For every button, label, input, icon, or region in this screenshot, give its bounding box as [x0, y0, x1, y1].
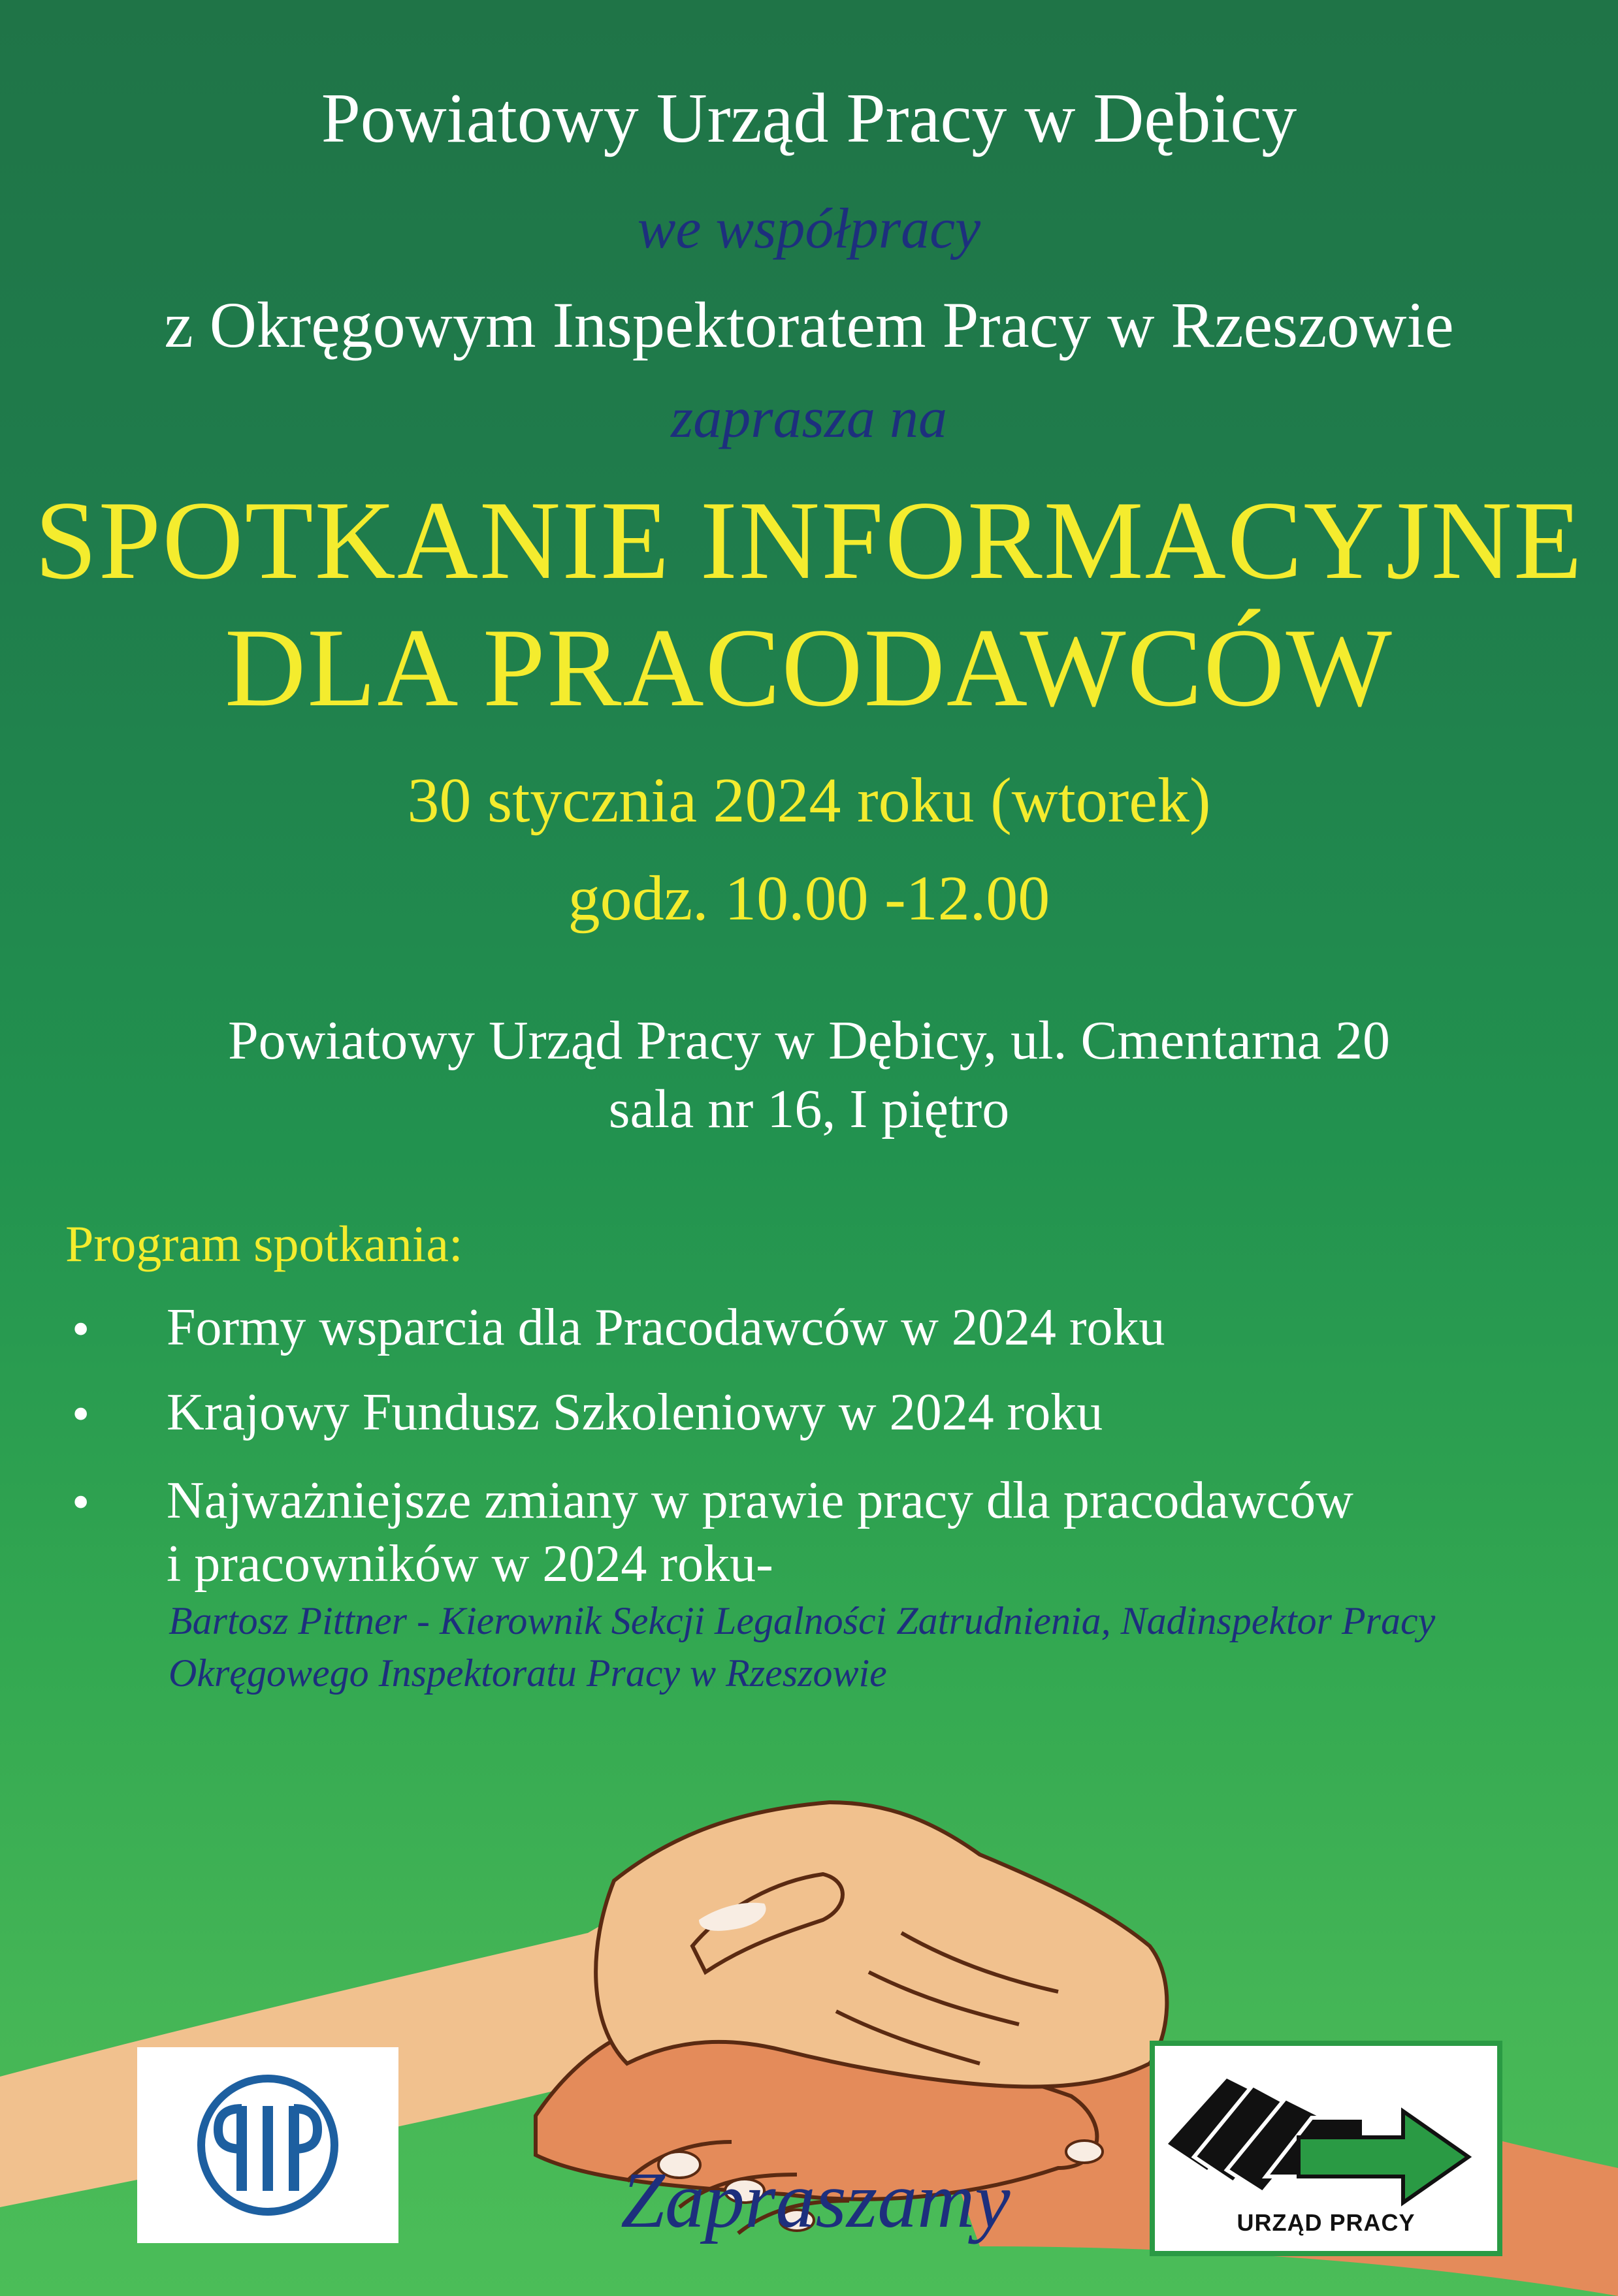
event-place-line2: sala nr 16, I piętro [608, 1079, 1010, 1140]
cooperation-text: we współpracy [637, 197, 981, 261]
program-item-continuation: i pracowników w 2024 roku- [167, 1535, 773, 1593]
event-date: 30 stycznia 2024 roku (wtorek) [407, 765, 1211, 836]
event-place-line1: Powiatowy Urząd Pracy w Dębicy, ul. Cmentarna 20 [227, 1010, 1391, 1071]
bullet-icon: • [72, 1473, 90, 1530]
event-hours: godz. 10.00 -12.00 [568, 863, 1050, 934]
closing-text: Zapraszamy [621, 2156, 1011, 2244]
organizer-heading: Powiatowy Urząd Pracy w Dębicy [321, 80, 1297, 157]
invite-text: zaprasza na [671, 387, 947, 450]
bullet-icon: • [72, 1300, 90, 1357]
program-heading: Program spotkania: [65, 1215, 463, 1272]
program-item: Formy wsparcia dla Pracodawców w 2024 roku [167, 1299, 1165, 1356]
speaker-line1: Bartosz Pittner - Kierownik Sekcji Legalności Zatrudnienia, Nadinspektor Pracy [169, 1599, 1436, 1642]
program-item: Krajowy Fundusz Szkoleniowy w 2024 roku [167, 1384, 1103, 1441]
program-item: Najważniejsze zmiany w prawie pracy dla pracodawców [167, 1472, 1353, 1529]
urzad-pracy-label: URZĄD PRACY [1237, 2209, 1416, 2236]
partner-heading: z Okręgowym Inspektoratem Pracy w Rzeszowie [164, 289, 1454, 361]
pip-logo-box [137, 2047, 398, 2243]
speaker-line2: Okręgowego Inspektoratu Pracy w Rzeszowie [169, 1651, 887, 1695]
pip-logo-icon [189, 2067, 346, 2224]
event-title-line1: SPOTKANIE INFORMACYJNE [35, 479, 1583, 603]
urzad-pracy-logo-icon [1155, 2046, 1497, 2209]
urzad-pracy-logo-box [1150, 2041, 1502, 2256]
bullet-icon: • [72, 1385, 90, 1442]
event-title-line2: DLA PRACODAWCÓW [225, 606, 1393, 730]
upper-hand [596, 1802, 1167, 2087]
